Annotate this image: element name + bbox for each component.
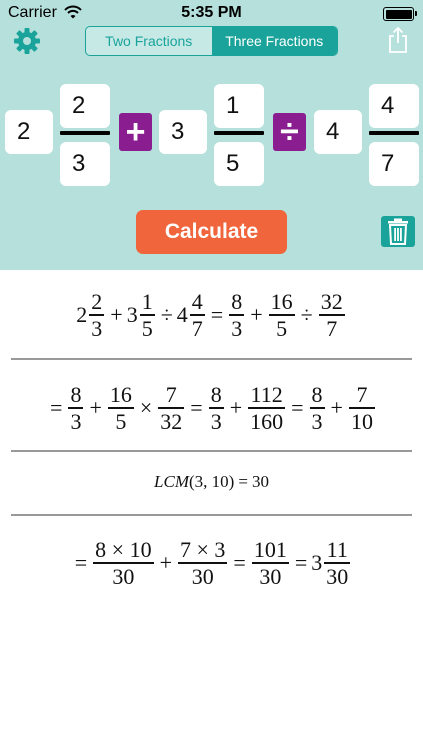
solution-step-4 (0, 536, 423, 590)
fraction: $\frac{7}{32}$ (160, 382, 183, 434)
whole: 3 (126, 302, 138, 327)
solution-step-2 (0, 382, 423, 434)
fraction2-denominator-input[interactable]: 5 (214, 142, 264, 186)
operator: + (159, 550, 172, 575)
fraction: $\frac{1}{5}$ (141, 289, 153, 341)
fraction: $\frac{112}{160}$ (250, 382, 284, 434)
fraction2-whole-input[interactable]: 3 (159, 110, 207, 154)
divide-operator-button[interactable]: ÷ (273, 113, 306, 151)
gear-icon[interactable] (12, 26, 42, 56)
fraction-mode-segmented-control[interactable] (85, 26, 338, 56)
fraction: $\frac{7 \times 3}{30}$ (180, 537, 226, 589)
fraction: $\frac{2}{3}$ (91, 289, 103, 341)
fraction: $\frac{16}{5}$ (270, 289, 293, 341)
operator: + (250, 302, 263, 327)
fraction: $\frac{32}{7}$ (320, 289, 343, 341)
equals: = (50, 395, 63, 420)
trash-icon[interactable] (381, 216, 415, 247)
fraction: $\frac{16}{5}$ (109, 382, 132, 434)
result-fraction: $\frac{11}{30}$ (326, 537, 349, 589)
operator: × (139, 395, 153, 420)
operator: + (229, 395, 243, 420)
solution-step-1 (0, 289, 423, 341)
fraction: $\frac{101}{30}$ (253, 537, 287, 589)
fraction: $\frac{8}{3}$ (231, 289, 243, 341)
operator: + (330, 395, 343, 420)
operator: + (110, 302, 123, 327)
operator: ÷ (160, 302, 173, 327)
equals: = (294, 550, 308, 575)
fraction2-bar (214, 131, 264, 135)
fraction: $\frac{4}{7}$ (191, 289, 203, 341)
divider (11, 450, 412, 452)
fraction2-numerator-input[interactable]: 1 (214, 84, 264, 128)
calculate-button[interactable]: Calculate (136, 210, 287, 254)
fraction: $\frac{7}{10}$ (350, 382, 373, 434)
solution-step-3 (0, 468, 423, 496)
fraction3-numerator-input[interactable]: 4 (369, 84, 419, 128)
status-time: 5:35 PM (181, 4, 242, 21)
fraction: $\frac{8 \times 10}{30}$ (95, 537, 152, 589)
fraction: $\frac{8}{3}$ (210, 382, 222, 434)
divider (11, 514, 412, 516)
fraction: $\frac{8}{3}$ (70, 382, 82, 434)
plus-operator-button[interactable]: + (119, 113, 152, 151)
fraction1-bar (60, 131, 110, 135)
fraction1-numerator-input[interactable]: 2 (60, 84, 110, 128)
equals: = (238, 472, 248, 491)
share-icon[interactable] (387, 26, 409, 54)
whole: 3 (311, 550, 323, 575)
lcm-function: LCM (154, 472, 190, 491)
divider (11, 358, 412, 360)
fraction3-bar (369, 131, 419, 135)
equals: = (233, 550, 246, 575)
equals: = (190, 395, 203, 420)
carrier-label: Carrier (8, 4, 57, 21)
tab-three-fractions[interactable]: Three Fractions (212, 27, 338, 55)
lcm-value: 30 (251, 472, 269, 491)
equals: = (291, 395, 304, 420)
fraction1-denominator-input[interactable]: 3 (60, 142, 110, 186)
equals: = (210, 302, 224, 327)
equals: = (74, 550, 88, 575)
operator: ÷ (300, 302, 313, 327)
whole: 2 (76, 302, 88, 327)
lcm-args: (3, 10) (189, 472, 235, 491)
fraction3-whole-input[interactable]: 4 (314, 110, 362, 154)
fraction1-whole-input[interactable]: 2 (5, 110, 53, 154)
fraction3-denominator-input[interactable]: 7 (369, 142, 419, 186)
tab-two-fractions[interactable]: Two Fractions (105, 33, 193, 49)
operator: + (89, 395, 102, 420)
whole: 4 (176, 302, 188, 327)
status-bar (0, 0, 423, 28)
battery-icon (383, 7, 414, 21)
fraction: $\frac{8}{3}$ (311, 382, 323, 434)
